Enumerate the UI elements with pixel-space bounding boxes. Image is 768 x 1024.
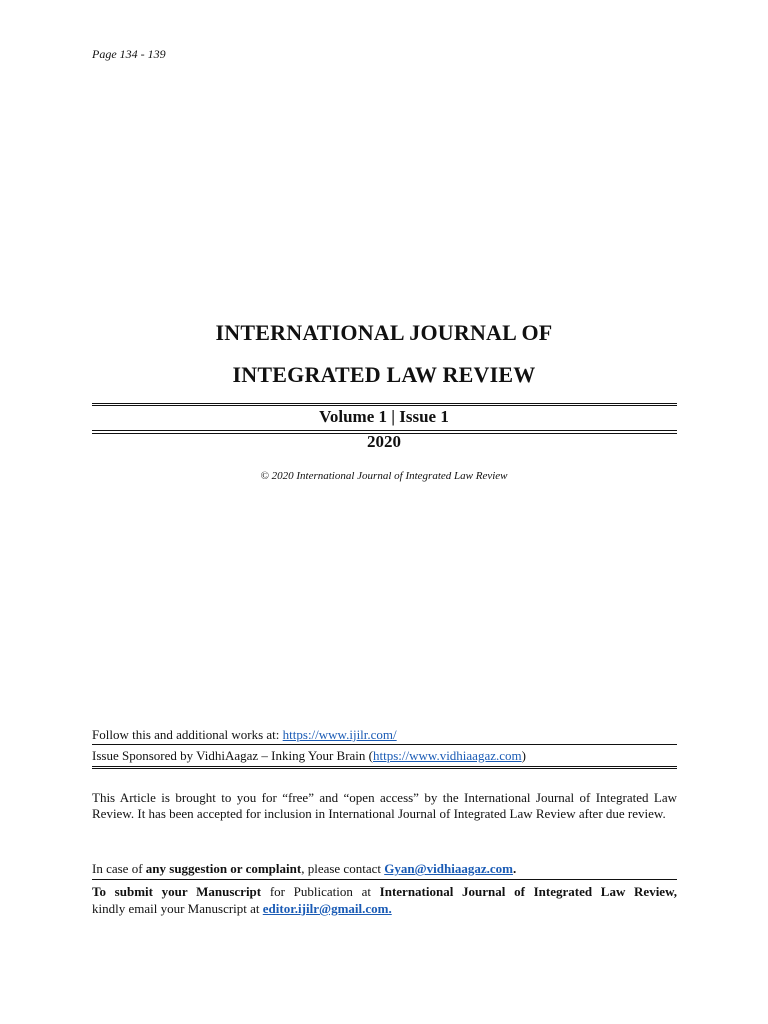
journal-website-link[interactable]: https://www.ijilr.com/ bbox=[282, 727, 397, 742]
journal-title-line2: INTEGRATED LAW REVIEW bbox=[232, 362, 536, 387]
submit-emphasis-2: International Journal of Integrated Law Review bbox=[379, 884, 674, 899]
follow-prefix: Follow this and additional works at: bbox=[92, 727, 283, 742]
sponsor-website-link[interactable]: https://www.vidhiaagaz.com bbox=[373, 748, 522, 763]
sponsor-line bbox=[92, 748, 677, 764]
submit-line1-end: , bbox=[673, 884, 677, 899]
copyright-notice: © 2020 International Journal of Integrated Law Review bbox=[260, 470, 508, 482]
divider-top-1 bbox=[92, 403, 677, 404]
submit-line1 bbox=[92, 883, 677, 900]
sponsor-suffix: ) bbox=[521, 748, 526, 763]
submit-mid: for Publication at bbox=[261, 884, 380, 899]
divider-top-2 bbox=[92, 405, 677, 406]
page-range: Page 134 - 139 bbox=[92, 47, 166, 61]
divider-sponsor-1 bbox=[92, 766, 677, 767]
follow-line bbox=[92, 727, 677, 743]
contact-email-link[interactable]: Gyan@vidhiaagaz.com bbox=[384, 861, 513, 876]
contact-end: . bbox=[512, 861, 517, 876]
contact-line bbox=[92, 861, 677, 877]
submit-line2 bbox=[92, 900, 677, 917]
submit-line2-prefix: kindly email your Manuscript at bbox=[92, 901, 263, 916]
sponsor-prefix: Issue Sponsored by VidhiAagaz – Inking Your Brain ( bbox=[92, 748, 373, 763]
divider-mid-1 bbox=[92, 430, 677, 431]
submit-emphasis-1: To submit your Manuscript bbox=[92, 884, 262, 899]
divider-info bbox=[92, 744, 677, 745]
contact-mid: , please contact bbox=[301, 861, 385, 876]
volume-issue: Volume 1 | Issue 1 bbox=[319, 407, 449, 426]
submit-email-link[interactable]: editor.ijilr@gmail.com. bbox=[262, 901, 392, 916]
access-paragraph: This Article is brought to you for “free” and “open access” by the International Journal of Integrated Law Review. It has been accepted for inclusion in International Journal of Integrated Law Review after due review. bbox=[92, 790, 677, 821]
journal-title-line1: INTERNATIONAL JOURNAL OF bbox=[215, 320, 553, 345]
submit-paragraph bbox=[92, 883, 677, 917]
divider-sponsor-2 bbox=[92, 768, 677, 769]
divider-contact bbox=[92, 879, 677, 880]
volume-year: 2020 bbox=[367, 432, 401, 451]
contact-prefix: In case of bbox=[92, 861, 146, 876]
contact-emphasis: any suggestion or complaint bbox=[145, 861, 302, 876]
